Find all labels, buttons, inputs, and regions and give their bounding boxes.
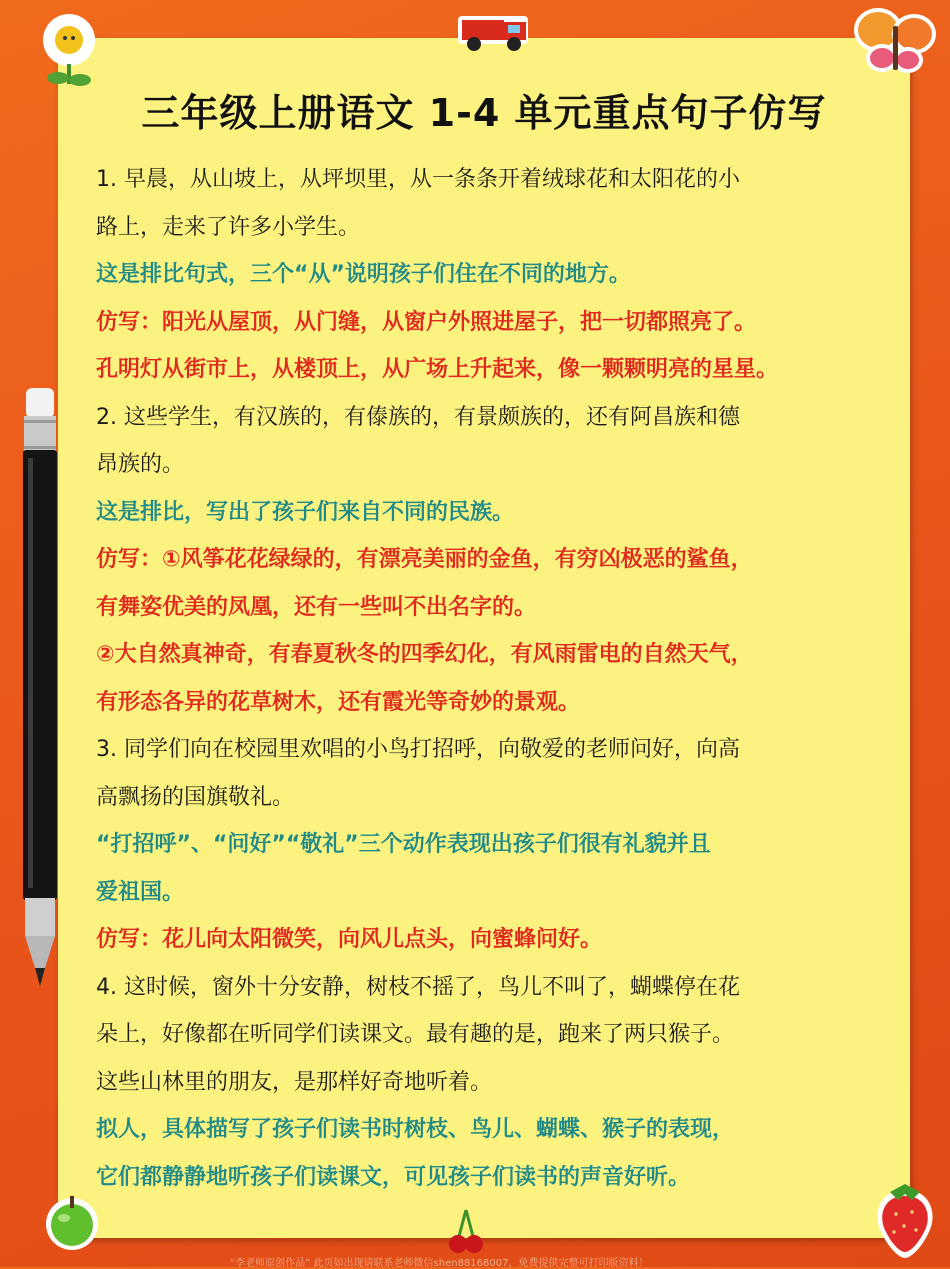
strawberry-sticker <box>868 1176 942 1262</box>
fire-truck-sticker <box>456 8 538 56</box>
page-title: 三年级上册语文 1-4 单元重点句子仿写 <box>141 91 827 135</box>
text-line: 它们都静静地听孩子们读课文，可见孩子们读书的声音好听。 <box>96 1164 691 1190</box>
text-line: 高飘扬的国旗敬礼。 <box>96 784 295 810</box>
text-line: 这些山林里的朋友，是那样好奇地听着。 <box>96 1069 493 1095</box>
text-line: 4. 这时候，窗外十分安静，树枝不摇了，鸟儿不叫了，蝴蝶停在花 <box>96 974 740 1000</box>
text-line: 仿写：①风筝花花绿绿的，有漂亮美丽的金鱼，有穷凶极恶的鲨鱼， <box>96 547 753 572</box>
text-line: 这是排比句式，三个“从”说明孩子们住在不同的地方。 <box>96 262 631 287</box>
text-line: 有舞姿优美的凤凰，还有一些叫不出名字的。 <box>96 594 537 620</box>
text-line: 拟人，具体描写了孩子们读书时树枝、鸟儿、蝴蝶、猴子的表现， <box>96 1117 735 1142</box>
text-line: 仿写：阳光从屋顶，从门缝，从窗户外照进屋子，把一切都照亮了。 <box>96 309 757 335</box>
text-line: 3. 同学们向在校园里欢唱的小鸟打招呼，向敬爱的老师问好，向高 <box>96 737 740 762</box>
text-line: 1. 早晨，从山坡上，从坪坝里，从一条条开着绒球花和太阳花的小 <box>96 167 740 192</box>
flower-sticker <box>38 10 100 92</box>
text-line: 爱祖国。 <box>96 879 185 905</box>
text-line: 朵上，好像都在听同学们读课文。最有趣的是，跑来了两只猴子。 <box>96 1022 735 1047</box>
text-line: 昂族的。 <box>96 452 185 477</box>
text-line: ②大自然真神奇，有春夏秋冬的四季幻化，有风雨雷电的自然天气， <box>96 642 753 667</box>
footer-note: “李老师原创作品” 此页如出现请联系老师微信shen88168007，免费提供完整可打印版资料！ <box>230 1258 649 1269</box>
text-line: 路上，走来了许多小学生。 <box>96 214 361 240</box>
text-line: 仿写：花儿向太阳微笑，向风儿点头，向蜜蜂问好。 <box>96 927 603 952</box>
content-body <box>96 156 876 1201</box>
text-line: 孔明灯从街市上，从楼顶上，从广场上升起来，像一颗颗明亮的星星。 <box>96 357 779 382</box>
apple-sticker <box>42 1190 102 1252</box>
text-line: 有形态各异的花草树木，还有霞光等奇妙的景观。 <box>96 689 581 715</box>
text-line: 这是排比，写出了孩子们来自不同的民族。 <box>96 499 515 525</box>
cherry-sticker <box>448 1206 484 1258</box>
butterfly-sticker <box>852 4 938 80</box>
text-line: “打招呼”、“问好”“敬礼”三个动作表现出孩子们很有礼貌并且 <box>96 832 711 857</box>
text-line: 2. 这些学生，有汉族的，有傣族的，有景颇族的，还有阿昌族和德 <box>96 404 740 430</box>
pencil-image <box>18 388 62 988</box>
